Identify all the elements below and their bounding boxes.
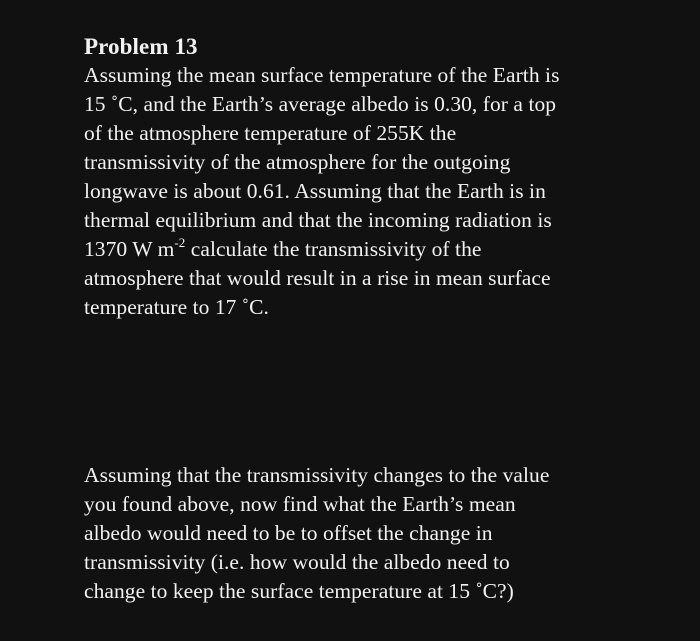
- paragraph-1-line-4: transmissivity of the atmosphere for the outgoing: [84, 150, 511, 174]
- paragraph-1-line-7: [84, 235, 559, 264]
- problem-paragraph-2: [84, 461, 549, 606]
- paragraph-1-line-6: thermal equilibrium and that the incoming radiation is: [84, 208, 552, 232]
- paragraph-1-line-2: 15 ˚C, and the Earth’s average albedo is 0.30, for a top: [84, 92, 557, 116]
- paragraph-2-line-2: you found above, now find what the Earth’s mean: [84, 492, 516, 516]
- paragraph-1-line-9: temperature to 17 ˚C.: [84, 295, 269, 319]
- paragraph-1-line-5: longwave is about 0.61. Assuming that the Earth is in: [84, 179, 546, 203]
- problem-title: Problem 13: [84, 34, 198, 59]
- paragraph-2-line-1: Assuming that the transmissivity changes to the value: [84, 463, 550, 487]
- paragraph-2-line-5: change to keep the surface temperature at 15 ˚C?): [84, 579, 514, 603]
- radiation-value-text: 1370 W m: [84, 237, 175, 261]
- unit-exponent: -2: [174, 234, 186, 250]
- paragraph-2-line-3: albedo would need to be to offset the change in: [84, 521, 493, 545]
- paragraph-1-line-3: of the atmosphere temperature of 255K the: [84, 121, 457, 145]
- line-7-continuation: calculate the transmissivity of the: [185, 237, 482, 261]
- paragraph-1-line-1: Assuming the mean surface temperature of the Earth is: [84, 63, 560, 87]
- problem-paragraph-1: [84, 61, 559, 322]
- paragraph-1-line-8: atmosphere that would result in a rise in mean surface: [84, 266, 551, 290]
- paragraph-2-line-4: transmissivity (i.e. how would the albedo need to: [84, 550, 510, 574]
